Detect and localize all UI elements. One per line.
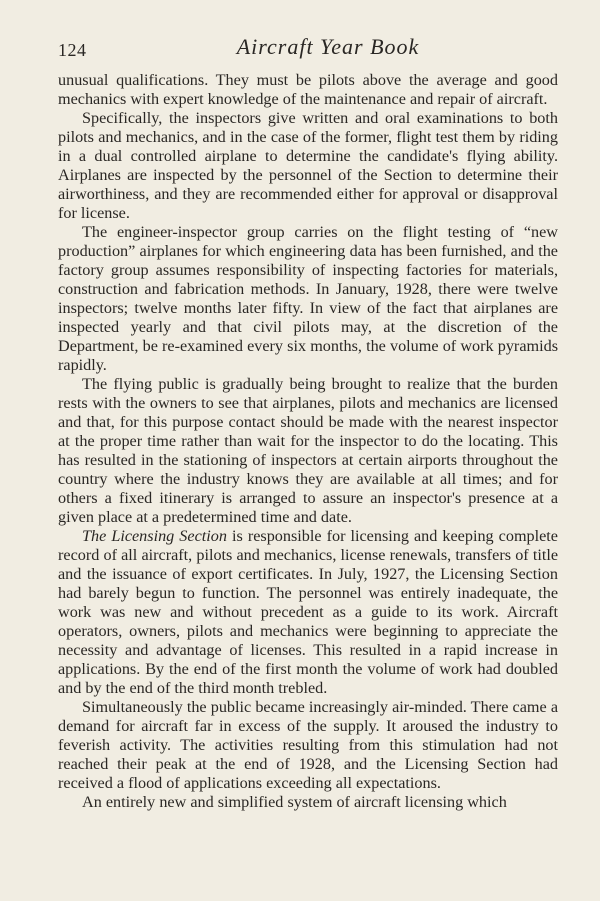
- page-number: 124: [58, 40, 87, 60]
- running-title: Aircraft Year Book: [236, 34, 420, 59]
- paragraph-text: unusual qualifications. They must be pilots above the average and good mechanics with expert knowledge of the maintenance and repair of aircraft.: [58, 71, 558, 108]
- paragraph: [58, 223, 558, 375]
- paragraph: [58, 698, 558, 793]
- paragraph-text: Specifically, the inspectors give written and oral examinations to both pilots and mechanics, and in the case of the former, flight test them by riding in a dual controlled airplane to determine the candidate's flying ability. Airplanes are inspected by the personnel of the Section to determine their airworthiness, and they are recommended either for approval or disapproval for license.: [58, 109, 558, 222]
- paragraph: [58, 71, 558, 109]
- paragraph-text: The engineer-inspector group carries on the flight testing of “new production” airplanes for which engineering data has been furnished, and the factory group assumes responsibility of inspecting factories for materials, construction and fabrication methods. In January, 1928, there were twelve inspectors; twelve months later fifty. In view of the fact that airplanes are inspected yearly and that civil pilots may, at the discretion of the Department, be re-examined every six months, the volume of work pyramids rapidly.: [58, 223, 558, 374]
- paragraph: [58, 793, 558, 812]
- page-header: [58, 34, 558, 62]
- paragraph: [58, 375, 558, 527]
- paragraph: [58, 109, 558, 223]
- section-name: The Licensing Section: [82, 527, 227, 545]
- paragraph-text: An entirely new and simplified system of aircraft licensing which: [82, 793, 507, 811]
- paragraph: [58, 527, 558, 698]
- paragraph-text: Simultaneously the public became increasingly air-minded. There came a demand for aircraft far in excess of the supply. It aroused the industry to feverish activity. The activities resulting from this stimulation had not reached their peak at the end of 1928, and the Licensing Section had received a flood of applications exceeding all expectations.: [58, 698, 558, 792]
- paragraph-text: is responsible for licensing and keeping complete record of all aircraft, pilots and mechanics, license renewals, transfers of title and the issuance of export certificates. In July, 1927, the Licensing Section had barely begun to function. The personnel was entirely inadequate, the work was new and without precedent as a guide to its work. Aircraft operators, owners, pilots and mechanics were beginning to appreciate the necessity and advantage of licenses. This resulted in a rapid increase in applications. By the end of the first month the volume of work had doubled and by the end of the third month trebled.: [58, 527, 558, 697]
- paragraph-text: The flying public is gradually being brought to realize that the burden rests with the owners to see that airplanes, pilots and mechanics are licensed and that, for this purpose contact should be made with the nearest inspector at the proper time rather than wait for the inspector to do the locating. This has resulted in the stationing of inspectors at certain airports throughout the country where the industry knows they are available at all times; and for others a fixed itinerary is arranged to assure an inspector's presence at a given place at a predetermined time and date.: [58, 375, 558, 526]
- body-text: [58, 71, 558, 812]
